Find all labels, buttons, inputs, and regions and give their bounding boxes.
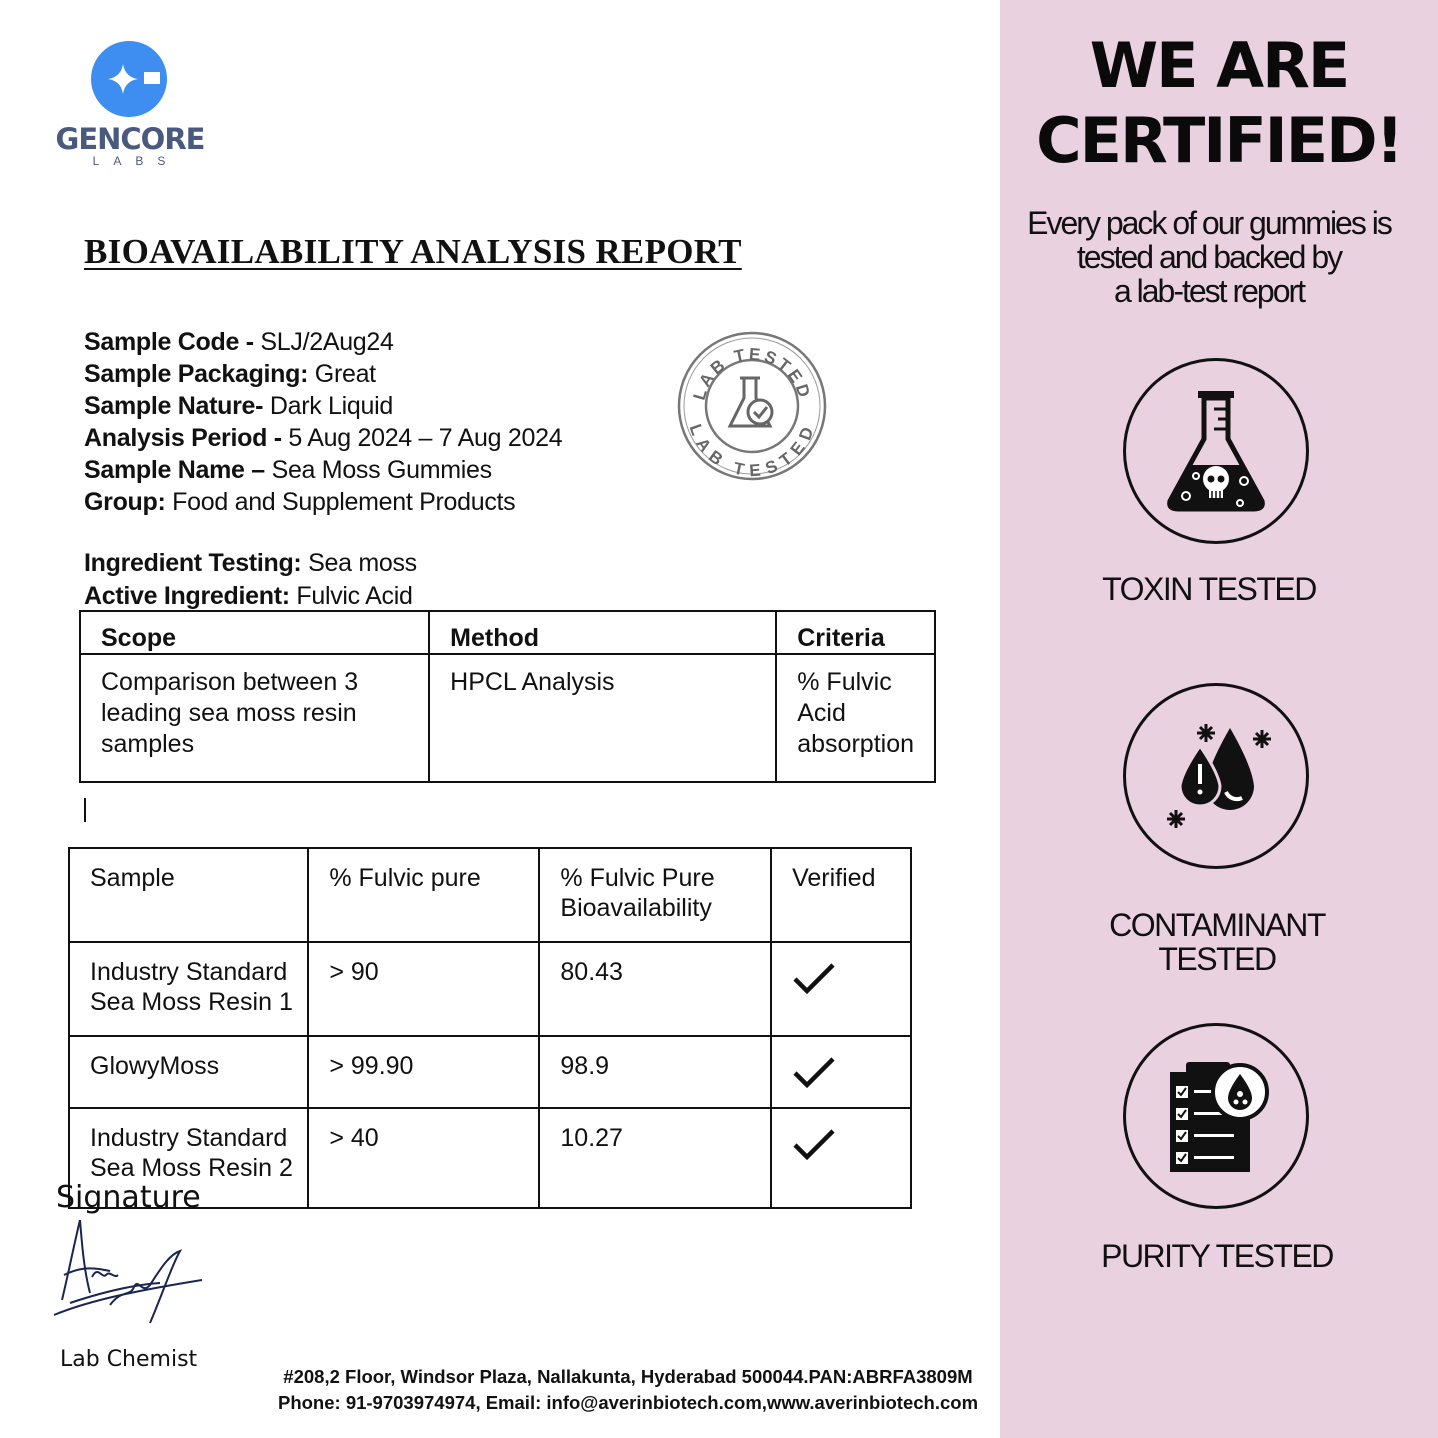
checkmark-icon bbox=[792, 1055, 836, 1091]
cell-scope: Comparison between 3 leading sea moss resin samples bbox=[80, 654, 429, 782]
cell-bioavailability: 98.9 bbox=[539, 1036, 771, 1108]
contaminant-badge bbox=[1123, 683, 1309, 869]
header-method: Method bbox=[429, 611, 776, 654]
cell-sample: Industry Standard Sea Moss Resin 1 bbox=[69, 942, 308, 1036]
table-row bbox=[69, 1036, 911, 1108]
subtitle-line: a lab-test report bbox=[1113, 273, 1305, 309]
stamp-text-top: LAB TESTED bbox=[689, 344, 815, 403]
cell-method: HPCL Analysis bbox=[429, 654, 776, 782]
field-sample-packaging bbox=[84, 358, 562, 390]
stamp-text-bottom: LAB TESTED bbox=[685, 421, 819, 481]
table-header-row bbox=[69, 848, 911, 942]
cell-sample: GlowyMoss bbox=[69, 1036, 308, 1108]
cell-verified bbox=[771, 1036, 911, 1108]
text-cursor bbox=[84, 798, 86, 822]
header-bioavailability: % Fulvic Pure Bioavailability bbox=[539, 848, 771, 942]
header-sample: Sample bbox=[69, 848, 308, 942]
toxin-badge bbox=[1123, 358, 1309, 544]
table-row bbox=[69, 942, 911, 1036]
table-header-row bbox=[80, 611, 935, 654]
signature-role: Lab Chemist bbox=[60, 1347, 198, 1372]
scope-table bbox=[79, 610, 936, 783]
label-line: TESTED bbox=[1158, 941, 1276, 977]
field-value: Great bbox=[308, 360, 376, 388]
purity-badge bbox=[1123, 1023, 1309, 1209]
field-value: Sea Moss Gummies bbox=[264, 456, 492, 484]
handwritten-signature bbox=[50, 1215, 210, 1335]
cell-fulvic-pure: > 90 bbox=[308, 942, 539, 1036]
cell-bioavailability: 80.43 bbox=[539, 942, 771, 1036]
heading-line: CERTIFIED! bbox=[1036, 104, 1402, 177]
field-label: Sample Packaging: bbox=[84, 360, 309, 388]
field-sample-nature bbox=[84, 390, 562, 422]
subtitle-line: tested and backed by bbox=[1076, 239, 1342, 275]
ingredient-details bbox=[84, 547, 417, 613]
field-value: Fulvic Acid bbox=[289, 582, 413, 610]
signature-label: Signature bbox=[56, 1180, 201, 1215]
footer-address: #208,2 Floor, Windsor Plaza, Nallakunta, Hyderabad 500044.PAN:ABRFA3809M bbox=[283, 1366, 973, 1387]
purity-label: PURITY TESTED bbox=[1101, 1238, 1333, 1274]
field-label: Group: bbox=[84, 488, 166, 516]
label-line: CONTAMINANT bbox=[1109, 907, 1325, 943]
cell-sample: Industry Standard Sea Moss Resin 2 bbox=[69, 1108, 308, 1208]
field-value: Food and Supplement Products bbox=[165, 488, 516, 516]
footer-phone-email: Phone: 91-9703974974, Email: info@averinbiotech.com,www.averinbiotech.com bbox=[277, 1392, 979, 1413]
field-analysis-period bbox=[84, 422, 562, 454]
header-criteria: Criteria bbox=[776, 611, 935, 654]
cell-criteria: % Fulvic Acid absorption bbox=[776, 654, 935, 782]
logo-name: GENCORE bbox=[55, 122, 205, 156]
field-value: SLJ/2Aug24 bbox=[253, 328, 394, 356]
report-title: BIOAVAILABILITY ANALYSIS REPORT bbox=[84, 232, 742, 271]
field-active-ingredient bbox=[84, 580, 417, 613]
header-scope: Scope bbox=[80, 611, 429, 654]
purity-clipboard-icon bbox=[1126, 1026, 1306, 1206]
field-label: Sample Nature- bbox=[84, 392, 264, 420]
logo-subtitle: LABS bbox=[92, 154, 180, 168]
contaminant-drop-icon bbox=[1126, 686, 1306, 866]
subtitle-line: Every pack of our gummies is bbox=[1027, 205, 1391, 241]
cell-fulvic-pure: > 99.90 bbox=[308, 1036, 539, 1108]
table-row bbox=[80, 654, 935, 782]
toxin-flask-icon bbox=[1126, 361, 1306, 541]
header-fulvic-pure: % Fulvic pure bbox=[308, 848, 539, 942]
heading-line: WE ARE bbox=[1089, 29, 1349, 102]
lab-tested-stamp bbox=[672, 330, 832, 482]
field-label: Sample Code - bbox=[84, 328, 254, 356]
field-sample-name bbox=[84, 454, 562, 486]
cell-fulvic-pure: > 40 bbox=[308, 1108, 539, 1208]
field-label: Ingredient Testing: bbox=[84, 549, 302, 577]
field-ingredient-testing bbox=[84, 547, 417, 580]
field-value: 5 Aug 2024 – 7 Aug 2024 bbox=[281, 424, 563, 452]
flask-check-icon bbox=[730, 378, 772, 426]
gencore-logo bbox=[52, 40, 212, 170]
field-group bbox=[84, 486, 562, 518]
cell-verified bbox=[771, 942, 911, 1036]
certified-subtitle bbox=[1000, 206, 1418, 308]
certified-heading bbox=[1000, 28, 1438, 178]
field-sample-code bbox=[84, 326, 562, 358]
contaminant-label bbox=[1008, 908, 1426, 976]
cell-bioavailability: 10.27 bbox=[539, 1108, 771, 1208]
cell-verified bbox=[771, 1108, 911, 1208]
field-label: Sample Name – bbox=[84, 456, 265, 484]
sample-details bbox=[84, 326, 562, 518]
field-label: Active Ingredient: bbox=[84, 582, 290, 610]
field-value: Sea moss bbox=[301, 549, 417, 577]
checkmark-icon bbox=[792, 961, 836, 997]
results-table bbox=[68, 847, 912, 1209]
field-value: Dark Liquid bbox=[263, 392, 393, 420]
field-label: Analysis Period - bbox=[84, 424, 282, 452]
checkmark-icon bbox=[792, 1127, 836, 1163]
gencore-logo-icon bbox=[90, 40, 168, 118]
footer-contact bbox=[250, 1364, 1006, 1416]
header-verified: Verified bbox=[771, 848, 911, 942]
toxin-label: TOXIN TESTED bbox=[1102, 571, 1316, 607]
